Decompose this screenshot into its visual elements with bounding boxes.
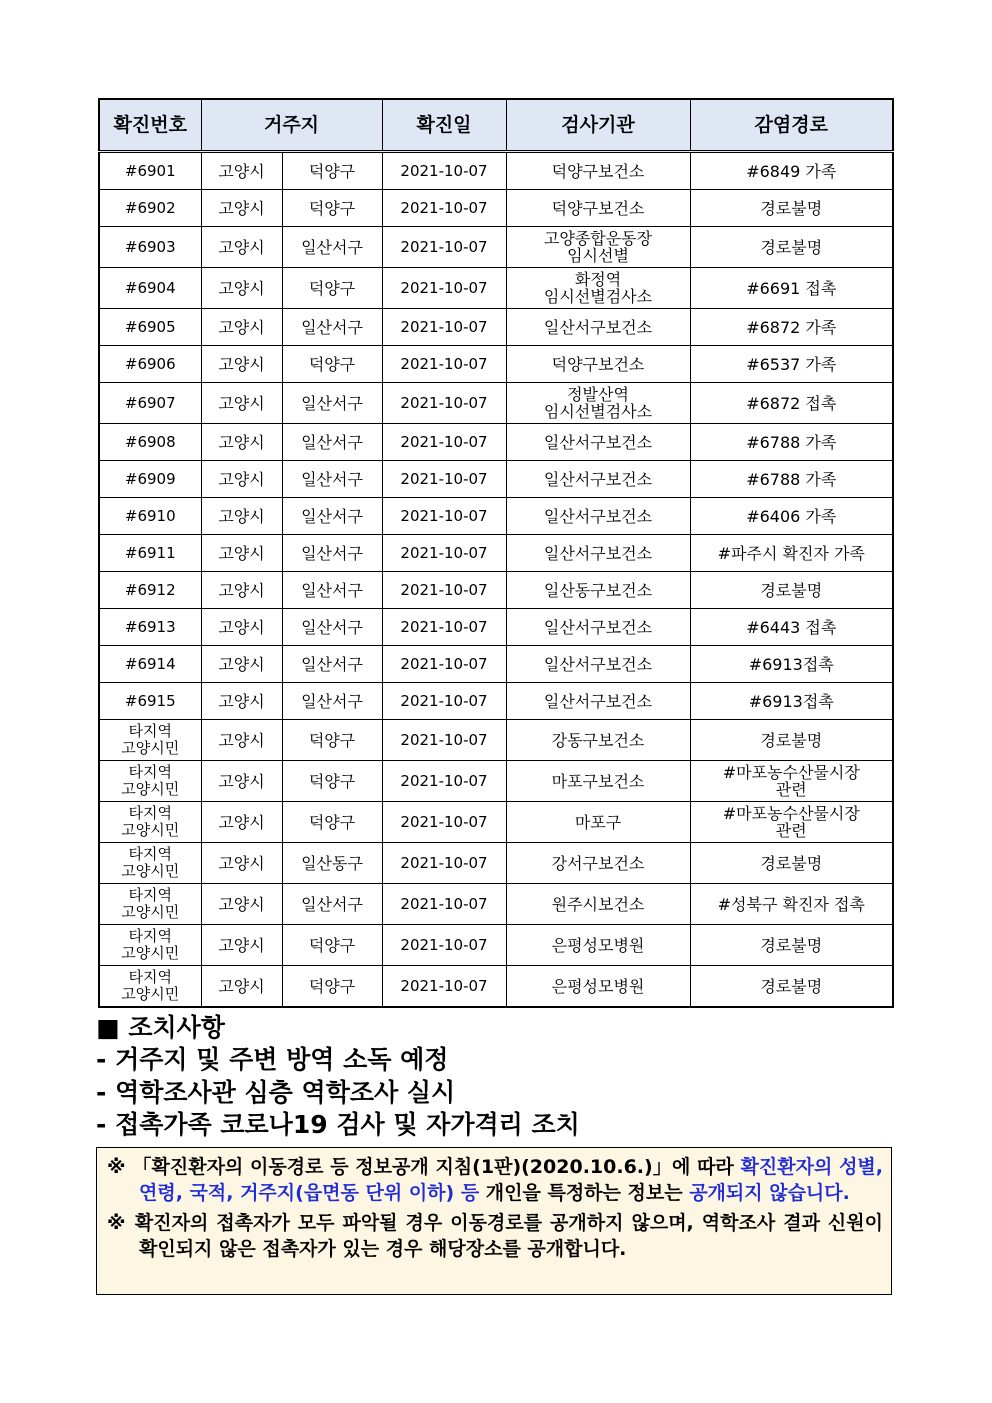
date-cell: 2021-10-07 (382, 383, 506, 424)
testing-facility-cell: 정발산역 임시선별검사소 (506, 383, 690, 424)
case-number-cell: #6912 (99, 572, 201, 609)
city-cell: 고양시 (201, 572, 282, 609)
district-cell: 일산서구 (282, 309, 382, 346)
testing-facility-cell: 화정역 임시선별검사소 (506, 268, 690, 309)
city-cell: 고양시 (201, 498, 282, 535)
date-cell: 2021-10-07 (382, 884, 506, 925)
date-cell: 2021-10-07 (382, 535, 506, 572)
city-cell: 고양시 (201, 966, 282, 1008)
infection-route-cell: #6691 접촉 (690, 268, 893, 309)
city-cell: 고양시 (201, 227, 282, 268)
table-body (99, 152, 893, 1008)
city-cell: 고양시 (201, 190, 282, 227)
table-row (99, 424, 893, 461)
table-row (99, 152, 893, 190)
date-cell: 2021-10-07 (382, 572, 506, 609)
table-row (99, 309, 893, 346)
notice-text: ※ 「확진환자의 이동경로 등 정보공개 지침(1판)(2020.10.6.)」에 따라 (107, 1156, 741, 1178)
district-cell: 일산서구 (282, 535, 382, 572)
city-cell: 고양시 (201, 843, 282, 884)
district-cell: 일산서구 (282, 383, 382, 424)
case-number-cell: #6903 (99, 227, 201, 268)
notice-highlight: 공개되지 않습니다. (689, 1182, 850, 1204)
district-cell: 일산서구 (282, 683, 382, 720)
city-cell: 고양시 (201, 884, 282, 925)
infection-route-cell: 경로불명 (690, 843, 893, 884)
district-cell: 덕양구 (282, 268, 382, 309)
district-cell: 일산서구 (282, 498, 382, 535)
testing-facility-cell: 덕양구보건소 (506, 190, 690, 227)
table-row (99, 346, 893, 383)
testing-facility-cell: 강서구보건소 (506, 843, 690, 884)
header-confirm-date: 확진일 (382, 99, 506, 152)
table-row (99, 966, 893, 1008)
table-row (99, 227, 893, 268)
district-cell: 일산서구 (282, 646, 382, 683)
district-cell: 일산서구 (282, 461, 382, 498)
district-cell: 덕양구 (282, 802, 382, 843)
notice-paragraph-2: ※ 확진자의 접촉자가 모두 파악될 경우 이동경로를 공개하지 않으며, 역학조사 결과 신원이 확인되지 않은 접촉자가 있는 경우 해당장소를 공개합니다. (107, 1212, 883, 1260)
infection-route-cell: 경로불명 (690, 966, 893, 1008)
date-cell: 2021-10-07 (382, 683, 506, 720)
date-cell: 2021-10-07 (382, 268, 506, 309)
date-cell: 2021-10-07 (382, 761, 506, 802)
city-cell: 고양시 (201, 609, 282, 646)
date-cell: 2021-10-07 (382, 966, 506, 1008)
date-cell: 2021-10-07 (382, 190, 506, 227)
case-number-cell: 타지역 고양시민 (99, 925, 201, 966)
table-row (99, 383, 893, 424)
header-residence: 거주지 (201, 99, 382, 152)
notice-highlight: 확진환자의 성별, 연령, 국적, 거주지(읍면동 단위 이하) 등 (139, 1156, 883, 1204)
city-cell: 고양시 (201, 535, 282, 572)
date-cell: 2021-10-07 (382, 346, 506, 383)
city-cell: 고양시 (201, 152, 282, 190)
testing-facility-cell: 일산서구보건소 (506, 461, 690, 498)
header-infection-route: 감염경로 (690, 99, 893, 152)
case-number-cell: 타지역 고양시민 (99, 802, 201, 843)
case-number-cell: 타지역 고양시민 (99, 843, 201, 884)
case-number-cell: #6902 (99, 190, 201, 227)
district-cell: 일산서구 (282, 424, 382, 461)
case-number-cell: #6901 (99, 152, 201, 190)
table-header-row (99, 99, 893, 152)
testing-facility-cell: 마포구 (506, 802, 690, 843)
testing-facility-cell: 일산서구보건소 (506, 309, 690, 346)
infection-route-cell: #6788 가족 (690, 461, 893, 498)
disclosure-notice-box (96, 1147, 892, 1295)
infection-route-cell: #6913접촉 (690, 646, 893, 683)
district-cell: 일산서구 (282, 227, 382, 268)
district-cell: 일산서구 (282, 609, 382, 646)
infection-route-cell: 경로불명 (690, 720, 893, 761)
table-row (99, 884, 893, 925)
district-cell: 덕양구 (282, 925, 382, 966)
city-cell: 고양시 (201, 346, 282, 383)
date-cell: 2021-10-07 (382, 309, 506, 346)
header-case-number: 확진번호 (99, 99, 201, 152)
date-cell: 2021-10-07 (382, 925, 506, 966)
city-cell: 고양시 (201, 268, 282, 309)
measure-item: - 접촉가족 코로나19 검사 및 자가격리 조치 (96, 1110, 580, 1139)
city-cell: 고양시 (201, 683, 282, 720)
date-cell: 2021-10-07 (382, 646, 506, 683)
table-row (99, 535, 893, 572)
infection-route-cell: 경로불명 (690, 190, 893, 227)
city-cell: 고양시 (201, 761, 282, 802)
case-number-cell: 타지역 고양시민 (99, 966, 201, 1008)
testing-facility-cell: 일산서구보건소 (506, 424, 690, 461)
infection-route-cell: #6406 가족 (690, 498, 893, 535)
district-cell: 일산서구 (282, 572, 382, 609)
date-cell: 2021-10-07 (382, 498, 506, 535)
city-cell: 고양시 (201, 802, 282, 843)
measures-title: ■ 조치사항 (96, 1013, 225, 1042)
district-cell: 덕양구 (282, 190, 382, 227)
infection-route-cell: #6788 가족 (690, 424, 893, 461)
case-number-cell: 타지역 고양시민 (99, 884, 201, 925)
city-cell: 고양시 (201, 720, 282, 761)
testing-facility-cell: 덕양구보건소 (506, 346, 690, 383)
testing-facility-cell: 고양종합운동장 임시선별 (506, 227, 690, 268)
date-cell: 2021-10-07 (382, 843, 506, 884)
notice-text: 개인을 특정하는 정보는 (479, 1182, 690, 1204)
date-cell: 2021-10-07 (382, 802, 506, 843)
table-row (99, 843, 893, 884)
district-cell: 덕양구 (282, 346, 382, 383)
header-testing-facility: 검사기관 (506, 99, 690, 152)
date-cell: 2021-10-07 (382, 461, 506, 498)
date-cell: 2021-10-07 (382, 609, 506, 646)
case-number-cell: #6905 (99, 309, 201, 346)
infection-route-cell: #마포농수산물시장 관련 (690, 761, 893, 802)
table-row (99, 646, 893, 683)
testing-facility-cell: 일산동구보건소 (506, 572, 690, 609)
city-cell: 고양시 (201, 646, 282, 683)
infection-route-cell: #마포농수산물시장 관련 (690, 802, 893, 843)
testing-facility-cell: 은평성모병원 (506, 966, 690, 1008)
city-cell: 고양시 (201, 424, 282, 461)
case-number-cell: 타지역 고양시민 (99, 761, 201, 802)
table-row (99, 498, 893, 535)
table-row (99, 683, 893, 720)
infection-route-cell: 경로불명 (690, 925, 893, 966)
infection-route-cell: #성북구 확진자 접촉 (690, 884, 893, 925)
case-number-cell: #6913 (99, 609, 201, 646)
infection-route-cell: #6537 가족 (690, 346, 893, 383)
notice-paragraph-1 (107, 1154, 883, 1206)
infection-route-cell: #6872 가족 (690, 309, 893, 346)
date-cell: 2021-10-07 (382, 227, 506, 268)
infection-route-cell: 경로불명 (690, 227, 893, 268)
cases-table (98, 98, 894, 1008)
district-cell: 덕양구 (282, 761, 382, 802)
case-number-cell: 타지역 고양시민 (99, 720, 201, 761)
date-cell: 2021-10-07 (382, 152, 506, 190)
table-row (99, 190, 893, 227)
case-number-cell: #6914 (99, 646, 201, 683)
district-cell: 일산서구 (282, 884, 382, 925)
case-number-cell: #6904 (99, 268, 201, 309)
case-number-cell: #6909 (99, 461, 201, 498)
testing-facility-cell: 덕양구보건소 (506, 152, 690, 190)
table-row (99, 461, 893, 498)
case-number-cell: #6915 (99, 683, 201, 720)
testing-facility-cell: 일산서구보건소 (506, 535, 690, 572)
infection-route-cell: #6443 접촉 (690, 609, 893, 646)
testing-facility-cell: 마포구보건소 (506, 761, 690, 802)
case-number-cell: #6908 (99, 424, 201, 461)
city-cell: 고양시 (201, 461, 282, 498)
testing-facility-cell: 일산서구보건소 (506, 683, 690, 720)
case-number-cell: #6911 (99, 535, 201, 572)
testing-facility-cell: 원주시보건소 (506, 884, 690, 925)
table-row (99, 802, 893, 843)
table-row (99, 609, 893, 646)
testing-facility-cell: 은평성모병원 (506, 925, 690, 966)
measure-item: - 거주지 및 주변 방역 소독 예정 (96, 1045, 449, 1074)
infection-route-cell: 경로불명 (690, 572, 893, 609)
case-number-cell: #6907 (99, 383, 201, 424)
infection-route-cell: #6849 가족 (690, 152, 893, 190)
district-cell: 덕양구 (282, 152, 382, 190)
date-cell: 2021-10-07 (382, 720, 506, 761)
measure-item: - 역학조사관 심층 역학조사 실시 (96, 1078, 456, 1107)
table-row (99, 268, 893, 309)
district-cell: 덕양구 (282, 966, 382, 1008)
table-row (99, 720, 893, 761)
testing-facility-cell: 일산서구보건소 (506, 646, 690, 683)
testing-facility-cell: 일산서구보건소 (506, 609, 690, 646)
city-cell: 고양시 (201, 925, 282, 966)
date-cell: 2021-10-07 (382, 424, 506, 461)
testing-facility-cell: 일산서구보건소 (506, 498, 690, 535)
infection-route-cell: #6913접촉 (690, 683, 893, 720)
city-cell: 고양시 (201, 309, 282, 346)
testing-facility-cell: 강동구보건소 (506, 720, 690, 761)
infection-route-cell: #파주시 확진자 가족 (690, 535, 893, 572)
table-row (99, 761, 893, 802)
table-row (99, 572, 893, 609)
district-cell: 일산동구 (282, 843, 382, 884)
case-number-cell: #6910 (99, 498, 201, 535)
case-number-cell: #6906 (99, 346, 201, 383)
infection-route-cell: #6872 접촉 (690, 383, 893, 424)
city-cell: 고양시 (201, 383, 282, 424)
table-row (99, 925, 893, 966)
district-cell: 덕양구 (282, 720, 382, 761)
